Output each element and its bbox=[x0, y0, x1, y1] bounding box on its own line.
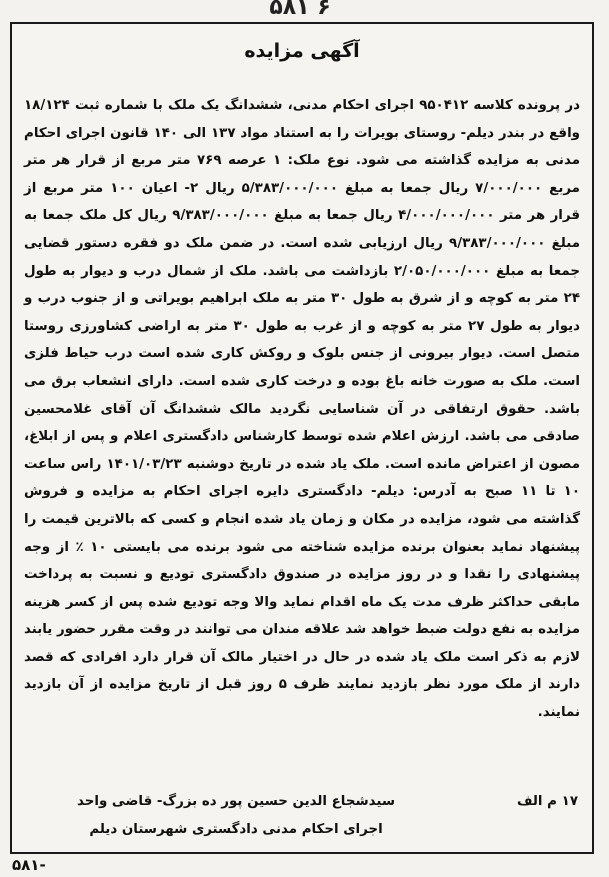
notice-paragraph: در پرونده کلاسه ۹۵۰۴۱۲ اجرای احکام مدنی، ششدانگ یک ملک با شماره ثبت ۱۸/۱۲۴ واقع در بندر دیلم- روستای بویرات را به استناد مواد ۱۳۷ الی ۱۴۰ قانون اجرای احکام مدنی به مزایده گذاشته می شود. نوع ملک: ۱ عرصه ۷۶۹ متر مربع از قرار هر متر مربع ۷/۰۰۰/۰۰۰ ریال جمعا به مبلغ ۵/۳۸۳/۰۰۰/۰۰۰ ریال ۲- اعیان ۱۰۰ متر مربع از قرار هر متر ۴/۰۰۰/۰۰۰/۰۰۰ ریال جمعا به مبلغ ۹/۳۸۳/۰۰۰/۰۰۰ ریال کل ملک جمعا به مبلغ ۹/۳۸۳/۰۰۰/۰۰۰ ریال ارزیابی شده است. در ضمن ملک دو فقره دستور قضایی جمعا به مبلغ ۲/۰۵۰/۰۰۰/۰۰۰ بازداشت می باشد. ملک از شمال درب و دیوار به طول ۲۴ متر به کوچه و از شرق به طول ۳۰ متر به ملک ابراهیم بویراتی و از جنوب درب و دیوار به طول ۲۷ متر به کوچه و از غرب به طول ۳۰ متر به اراضی کشاورزی روستا متصل است. دیوار بیرونی از جنس بلوک و روکش کاری شده است درب حیاط فلزی است. ملک به صورت خانه باغ بوده و درخت کاری شده است. دارای انشعاب برق می باشد. حقوق ارتفاقی در آن شناسایی نگردید مالک ششدانگ آن آقای غلامحسین صادقی می باشد. ارزش اعلام شده توسط کارشناس دادگستری اعلام و پس از ابلاغ، مصون از اعتراض مانده است. ملک یاد شده در تاریخ دوشنبه ۱۴۰۱/۰۳/۲۳ راس ساعت ۱۰ تا ۱۱ صبح به آدرس: دیلم- دادگستری دایره اجرای احکام به مزایده و فروش گذاشته می شود، مزایده در مکان و زمان یاد شده انجام و کسی که بالاترین قیمت را پیشنهاد نماید بعنوان برنده مزایده شناخته می شود برنده می بایستی ۱۰ ٪ از وجه پیشنهادی را نقدا و در روز مزایده در صندوق دادگستری تودیع و نسبت به پرداخت مابقی حداکثر ظرف مدت یک ماه اقدام نماید والا وجه تودیع شده پس از کسر هزینه مزایده به نفع دولت ضبط خواهد شد علاقه مندان می توانند در وقت مقرر حضور یابند لازم به ذکر است ملک یاد شده در حال در اختیار مالک آن قرار دارد افرادی که قصد دارند از ملک مورد نظر بازدید نمایند ظرف ۵ روز قبل از تاریخ مزایده از آن بازدید نمایند. bbox=[24, 98, 581, 721]
top-cropped-text: ۵۸۱ ۶ bbox=[269, 0, 331, 20]
signature-line-1: سیدشجاع الدین حسین پور ده بزرگ- قاضی واحد bbox=[76, 794, 396, 809]
notice-box bbox=[10, 22, 594, 854]
signature-line-2: اجرای احکام مدنی دادگستری شهرستان دیلم bbox=[89, 822, 383, 837]
notice-footer bbox=[26, 794, 578, 852]
reference-code: ۱۷ م الف bbox=[516, 794, 578, 809]
page-number: ۵۸۱- bbox=[12, 856, 46, 874]
notice-body bbox=[24, 92, 580, 727]
notice-title: آگهی مزایده bbox=[244, 40, 360, 62]
